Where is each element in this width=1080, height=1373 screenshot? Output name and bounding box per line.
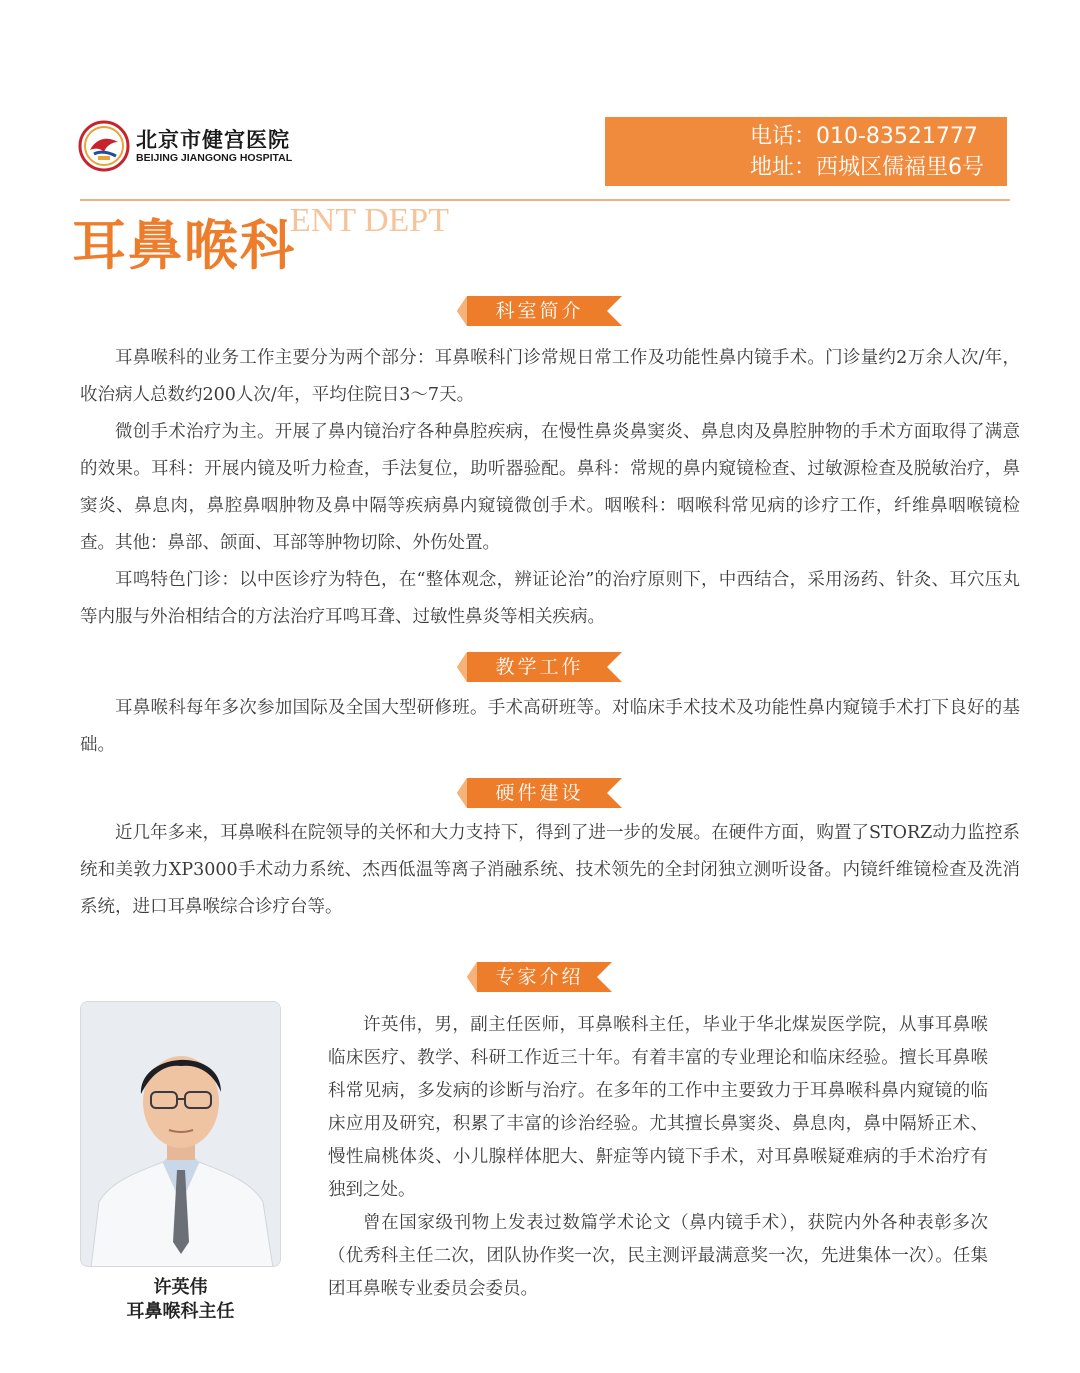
contact-phone: 电话：010-83521777 [750, 124, 978, 149]
hardware-text [80, 815, 1020, 926]
section-tag-expert [467, 962, 612, 992]
contact-address: 地址：西城区儒福里6号 [750, 155, 984, 180]
hardware-paragraph-1: 近几年多来，耳鼻喉科在院领导的关怀和大力支持下，得到了进一步的发展。在硬件方面，购置了STORZ动力监控系统和美敦力XP3000手术动力系统、杰西低温等离子消融系统、技术领先的全封闭独立测听设备。内镜纤维镜检查及洗消系统，进口耳鼻喉综合诊疗台等。 [80, 823, 1020, 917]
hospital-name-en: BEIJING JIANGONG HOSPITAL [136, 152, 293, 164]
section-heading-intro: 科室简介 [495, 300, 584, 322]
page-header [0, 0, 1080, 200]
expert-bio [328, 1009, 988, 1306]
intro-paragraph-2: 微创手术治疗为主。开展了鼻内镜治疗各种鼻腔疾病，在慢性鼻炎鼻窦炎、鼻息肉及鼻腔肿物的手术方面取得了满意的效果。耳科：开展内镜及听力检查，手法复位，助听器验配。鼻科：常规的鼻内窥镜检查、过敏源检查及脱敏治疗，鼻窦炎、鼻息肉，鼻腔鼻咽肿物及鼻中隔等疾病鼻内窥镜微创手术。咽喉科：咽喉科常见病的诊疗工作，纤维鼻咽喉镜检查。其他：鼻部、颌面、耳部等肿物切除、外伤处置。 [80, 422, 1020, 553]
section-heading-teaching: 教学工作 [495, 656, 584, 678]
intro-text [80, 340, 1020, 636]
expert-name: 许英伟 [153, 1277, 208, 1298]
section-tag-hardware [457, 778, 622, 808]
section-heading-hardware: 硬件建设 [495, 782, 584, 804]
section-heading-expert: 专家介绍 [495, 966, 584, 988]
teaching-text [80, 690, 1020, 764]
intro-paragraph-1: 耳鼻喉科的业务工作主要分为两个部分：耳鼻喉科门诊常规日常工作及功能性鼻内镜手术。门诊量约2万余人次/年，收治病人总数约200人次/年，平均住院日3～7天。 [80, 348, 1020, 405]
teaching-paragraph-1: 耳鼻喉科每年多次参加国际及全国大型研修班。手术高研班等。对临床手术技术及功能性鼻内窥镜手术打下良好的基础。 [80, 698, 1020, 755]
hospital-name-cn: 北京市健宫医院 [136, 128, 290, 152]
hospital-logo-icon [78, 120, 130, 172]
hospital-logo [78, 120, 308, 176]
expert-bio-paragraph-1: 许英伟，男，副主任医师，耳鼻喉科主任，毕业于华北煤炭医学院，从事耳鼻喉临床医疗、教学、科研工作近三十年。有着丰富的专业理论和临床经验。擅长耳鼻喉科常见病，多发病的诊断与治疗。在多年的工作中主要致力于耳鼻喉科鼻内窥镜的临床应用及研究，积累了丰富的诊治经验。尤其擅长鼻窦炎、鼻息肉，鼻中隔矫正术、慢性扁桃体炎、小儿腺样体肥大、鼾症等内镜下手术，对耳鼻喉疑难病的手术治疗有独到之处。 [328, 1015, 988, 1200]
department-title: 耳鼻喉科 [72, 214, 296, 277]
contact-box [605, 117, 1007, 186]
expert-title: 耳鼻喉科主任 [126, 1301, 235, 1322]
expert-photo [80, 1001, 281, 1267]
intro-paragraph-3: 耳鸣特色门诊：以中医诊疗为特色，在“整体观念，辨证论治”的治疗原则下，中西结合，采用汤药、针灸、耳穴压丸等内服与外治相结合的方法治疗耳鸣耳聋、过敏性鼻炎等相关疾病。 [80, 570, 1020, 627]
section-tag-intro [457, 296, 622, 326]
expert-bio-paragraph-2: 曾在国家级刊物上发表过数篇学术论文（鼻内镜手术），获院内外各种表彰多次（优秀科主任二次，团队协作奖一次，民主测评最满意奖一次，先进集体一次）。任集团耳鼻喉专业委员会委员。 [328, 1213, 988, 1299]
department-title-en: ENT DEPT [290, 202, 449, 239]
header-divider [80, 199, 1010, 201]
doctor-portrait-icon [81, 1002, 281, 1267]
section-tag-teaching [457, 652, 622, 682]
